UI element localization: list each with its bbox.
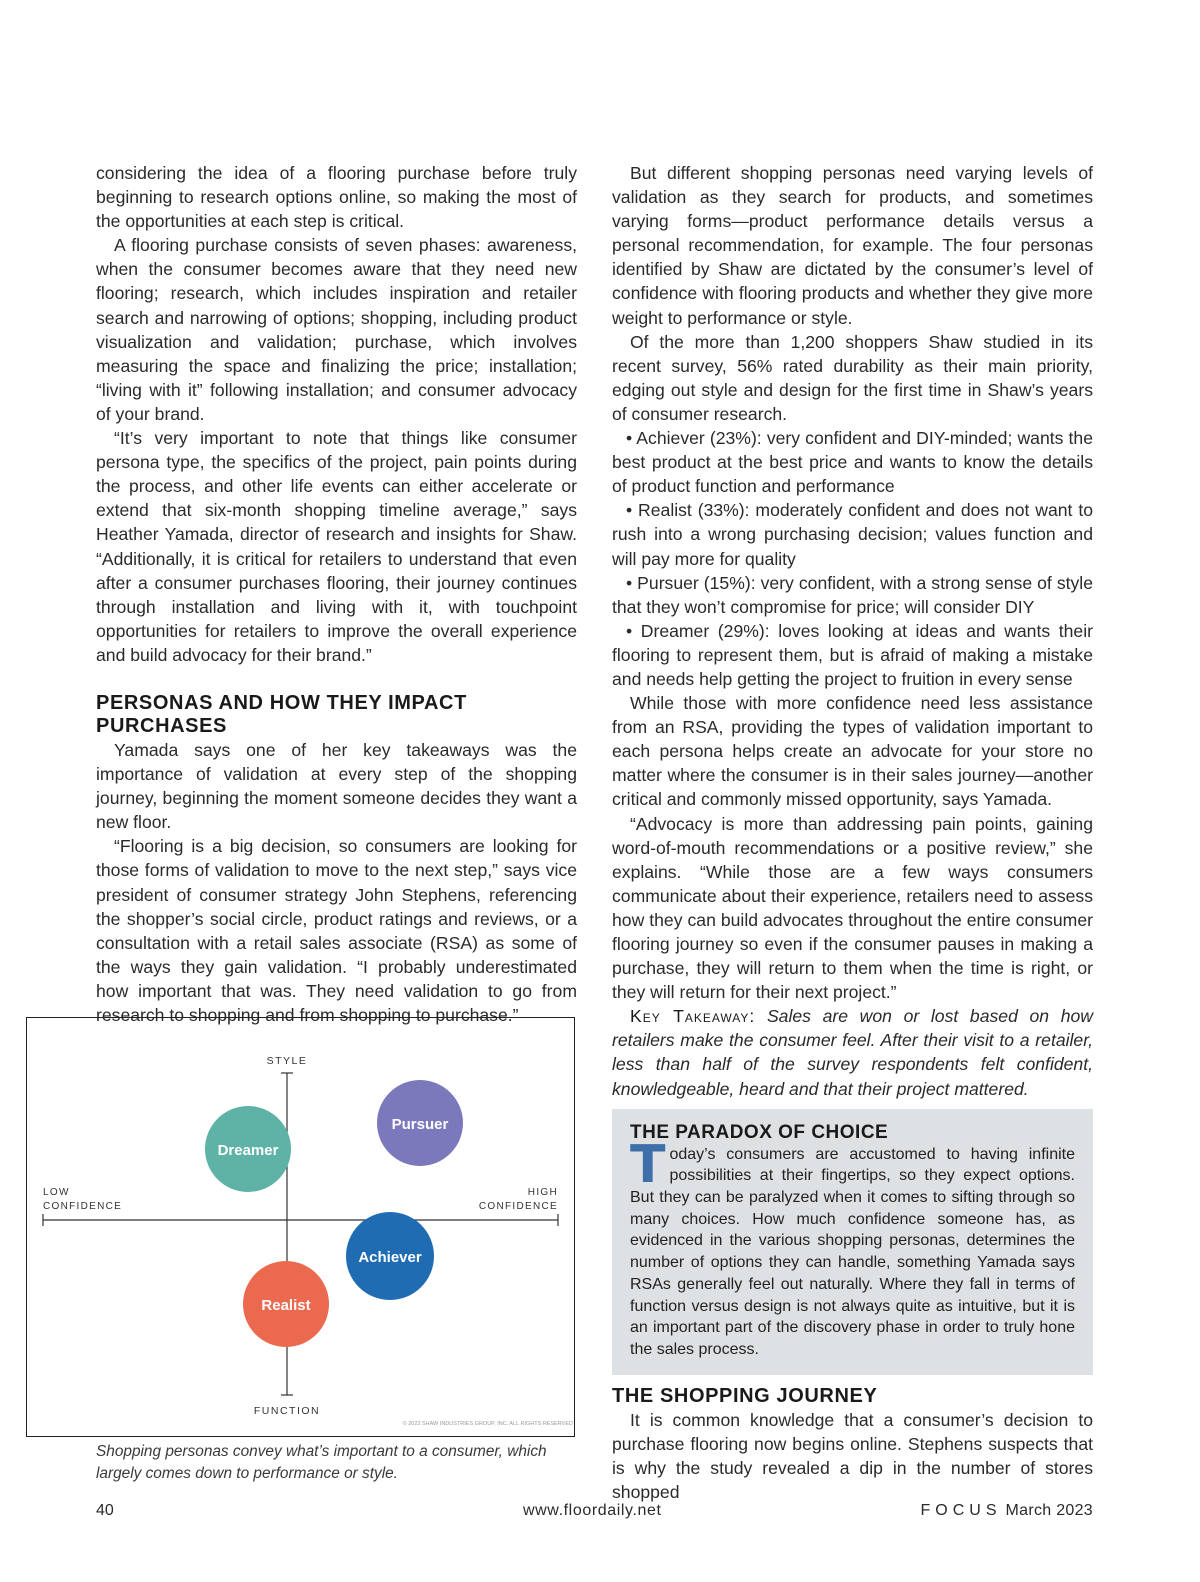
left-column (96, 161, 577, 1027)
axis-label-low: LOW (43, 1187, 70, 1198)
pursuer-label: Pursuer (391, 1116, 449, 1133)
website-url: www.floordaily.net (523, 1502, 662, 1519)
body-paragraph: A flooring purchase consists of seven phases: awareness, when the consumer becomes aware that they need new flooring; research, which includes inspiration and retailer search and narrowing of options; shopping, including product visualization and validation; purchase, which involves measuring the space and finalizing the price; installation; “living with it” following installation; and consumer advocacy of your brand. (96, 235, 577, 424)
right-column (612, 161, 1093, 1504)
magazine-name: FOCUS (920, 1502, 1002, 1519)
persona-bullet-realist: • Realist (33%): moderately confident and does not want to rush into a wrong purchasing decision; values function and will pay more for quality (612, 500, 1093, 569)
figure-caption: Shopping personas convey what’s important to a consumer, which largely comes down to performance or style. (96, 1443, 547, 1482)
axis-label-style: STYLE (266, 1055, 308, 1067)
sidebar-body: oday’s consumers are accustomed to having infinite possibilities at their fingertips, so they expect options. But they can be paralyzed when it comes to sifting through so many choices. How much confidence someone has, as evidenced in the various shopping personas, determines the number of options they can handle, something Yamada says RSAs generally feel out naturally. Where they fall in terms of function versus design is not always quite as intuitive, but it is an important part of the discovery phase in order to truly hone the sales process. (630, 1145, 1075, 1358)
body-paragraph: Of the more than 1,200 shoppers Shaw studied in its recent survey, 56% rated durability as their main priority, edging out style and design for the first time in Shaw’s years of consumer research. (612, 331, 1093, 424)
issue-date: March 2023 (1005, 1502, 1093, 1519)
personas-diagram (27, 1018, 573, 1435)
copyright-notice: © 2022 SHAW INDUSTRIES GROUP, INC. ALL RIGHTS RESERVED (402, 1421, 573, 1427)
body-paragraph: “Flooring is a big decision, so consumers are looking for those forms of validation to move to the next step,” says vice president of consumer strategy John Stephens, referencing the shopper’s social circle, product ratings and reviews, or a consultation with a retail sales associate (RSA) as some of the ways they gain validation. “I probably underestimated how important that was. They need validation to go from research to shopping and from shopping to purchase.” (96, 836, 577, 1025)
axis-label-high: HIGH (527, 1187, 558, 1198)
axis-label-low-confidence: CONFIDENCE (43, 1201, 123, 1212)
body-paragraph: It is common knowledge that a consumer’s decision to purchase flooring now begins online. Stephens suspects that is why the study revealed a dip in the number of stores shopped (612, 1409, 1093, 1502)
section-heading-personas: PERSONAS AND HOW THEY IMPACT PURCHASES (96, 691, 467, 737)
body-paragraph: “It’s very important to note that things like consumer persona type, the specifics of the project, pain points during the process, and other life events can either accelerate or extend that six-month shopping timeline average,” says Heather Yamada, director of research and insights for Shaw. “Additionally, it is critical for retailers to understand that even after a consumer purchases flooring, their journey continues through installation and living with it, with touchpoint opportunities for retailers to improve the overall experience and build advocacy for their brand.” (96, 428, 577, 665)
body-paragraph: Yamada says one of her key takeaways was the importance of validation at every step of the shopping journey, beginning the moment someone decides they want a new floor. (96, 739, 577, 833)
dropcap: T (630, 1134, 666, 1195)
key-takeaway (612, 1004, 1093, 1100)
key-takeaway-text: Sales are won or lost based on how retailers make the consumer feel. After their visit to a retailer, less than half of the survey respondents felt confident, knowledgeable, heard and that their project mattered. (612, 1006, 1093, 1099)
dreamer-label: Dreamer (217, 1142, 279, 1159)
realist-label: Realist (261, 1297, 311, 1314)
axis-label-high-confidence: CONFIDENCE (478, 1201, 558, 1212)
axis-label-function: FUNCTION (253, 1405, 321, 1417)
personas-figure (26, 1017, 575, 1437)
magazine-issue (921, 1502, 1094, 1520)
persona-bullet-dreamer: • Dreamer (29%): loves looking at ideas and wants their flooring to represent them, but is afraid of making a mistake and needs help getting the project to fruition in every sense (612, 620, 1093, 689)
body-paragraph: “Advocacy is more than addressing pain points, gaining word-of-mouth recommendations or a positive review,” she explains. “While those are a few ways consumers communicate about their experience, retailers need to assess how they can build advocates throughout the entire consumer flooring journey so even if the consumer pauses in making a purchase, they will return to them when the time is right, or they will return for their next project.” (612, 813, 1093, 1003)
achiever-label: Achiever (358, 1249, 422, 1266)
body-paragraph: But different shopping personas need varying levels of validation as they search for products, and sometimes varying forms—product performance details versus a personal recommendation, for example. The four personas identified by Shaw are dictated by the consumer’s level of confidence with flooring products and whether they give more weight to performance or style. (612, 163, 1093, 328)
section-heading-journey: THE SHOPPING JOURNEY (612, 1384, 878, 1407)
persona-bullet-pursuer: • Pursuer (15%): very confident, with a strong sense of style that they won’t compromise for price; will consider DIY (612, 572, 1093, 617)
sidebar-text (630, 1134, 1075, 1361)
sidebar-title: THE PARADOX OF CHOICE (630, 1121, 889, 1143)
page-number: 40 (96, 1502, 114, 1519)
paradox-sidebar (612, 1109, 1093, 1375)
persona-bullet-achiever: • Achiever (23%): very confident and DIY-minded; wants the best product at the best price and wants to know the details of product function and performance (612, 428, 1093, 497)
key-takeaway-label: Key Takeaway: (630, 1006, 756, 1027)
body-paragraph: considering the idea of a flooring purchase before truly beginning to research options online, so making the most of the opportunities at each step is critical. (96, 163, 577, 232)
body-paragraph: While those with more confidence need less assistance from an RSA, providing the types of validation important to each persona helps create an advocate for your store no matter where the consumer is in their sales journey—another critical and commonly missed opportunity, says Yamada. (612, 693, 1093, 810)
